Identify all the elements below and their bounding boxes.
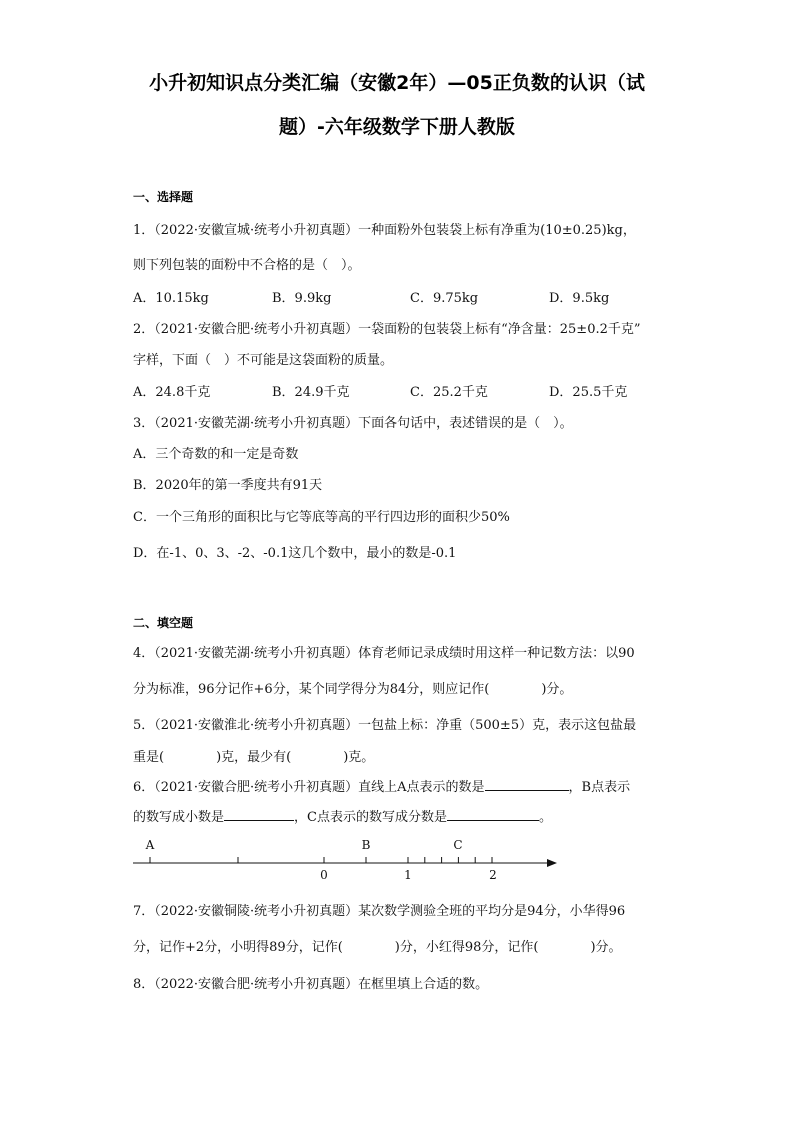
question-6-line-2 bbox=[133, 806, 552, 825]
title-line-1: 小升初知识点分类汇编（安徽2年）—05正负数的认识（试 bbox=[149, 72, 645, 94]
page-title-continued bbox=[100, 112, 694, 139]
title-line-2: 题）-六年级数学下册人教版 bbox=[279, 116, 515, 138]
number-line bbox=[125, 833, 565, 883]
question-2-line-2: 字样，下面（ ）不可能是这袋面粉的质量。 bbox=[133, 353, 394, 368]
tick-label-1: 1 bbox=[404, 868, 412, 882]
question-3-option-c[interactable]: C．一个三角形的面积比与它等底等高的平行四边形的面积少50% bbox=[133, 510, 510, 525]
answer-blank-b[interactable] bbox=[224, 808, 294, 821]
number-line-arrow-icon bbox=[547, 859, 557, 867]
question-2-option-c[interactable]: C．25.2千克 bbox=[410, 385, 488, 400]
point-label-a: A bbox=[145, 838, 155, 852]
question-2-option-b[interactable]: B．24.9千克 bbox=[272, 385, 350, 400]
number-line-ticks bbox=[150, 857, 492, 863]
question-1-option-d[interactable]: D．9.5kg bbox=[549, 291, 610, 306]
question-5-line-2: 重是( )克，最少有( )克。 bbox=[133, 750, 375, 765]
answer-blank-c[interactable] bbox=[447, 808, 539, 821]
question-2-option-a[interactable]: A．24.8千克 bbox=[133, 385, 211, 400]
question-3-option-a[interactable]: A．三个奇数的和一定是奇数 bbox=[133, 447, 299, 462]
question-1-comma: ， bbox=[622, 223, 636, 238]
page-title bbox=[100, 68, 694, 95]
question-4-line-1: 4．（2021·安徽芜湖·统考小升初真题）体育老师记录成绩时用这样一种记数方法：以90 bbox=[133, 646, 635, 661]
question-7-line-2: 分，记作+2分，小明得89分，记作( )分，小红得98分，记作( )分。 bbox=[133, 940, 622, 955]
question-8-line-1: 8．（2022·安徽合肥·统考小升初真题）在框里填上合适的数。 bbox=[133, 977, 489, 992]
question-1-text: 1．（2022·安徽宣城·统考小升初真题）一种面粉外包装袋上标有净重为 bbox=[133, 223, 541, 238]
question-1-option-b[interactable]: B．9.9kg bbox=[272, 291, 332, 306]
question-6-text-a: 6．（2021·安徽合肥·统考小升初真题）直线上A点表示的数是 bbox=[133, 780, 485, 795]
question-6-text-c: 的数写成小数是 bbox=[133, 810, 225, 825]
question-3-option-b[interactable]: B．2020年的第一季度共有91天 bbox=[133, 478, 323, 493]
section-heading-fill: 二、填空题 bbox=[133, 616, 194, 630]
point-label-c: C bbox=[453, 838, 463, 852]
question-1-option-c[interactable]: C．9.75kg bbox=[410, 291, 479, 306]
answer-blank-a[interactable] bbox=[485, 778, 569, 791]
question-3-option-d[interactable]: D．在-1、0、3、-2、-0.1这几个数中，最小的数是-0.1 bbox=[133, 546, 457, 561]
question-7-line-1: 7．（2022·安徽铜陵·统考小升初真题）某次数学测验全班的平均分是94分，小华得96 bbox=[133, 904, 626, 919]
question-3-line-1: 3．（2021·安徽芜湖·统考小升初真题）下面各句话中，表述错误的是（ ）。 bbox=[133, 416, 573, 431]
question-6-line-1 bbox=[133, 776, 630, 795]
question-6-text-d: ，C点表示的数写成分数是 bbox=[294, 810, 447, 825]
tick-label-2: 2 bbox=[489, 868, 497, 882]
question-1-formula: (10±0.25)kg bbox=[540, 223, 623, 238]
question-5-line-1: 5．（2021·安徽淮北·统考小升初真题）一包盐上标：净重（500±5）克，表示这包盐最 bbox=[133, 718, 637, 733]
question-1-line-1 bbox=[133, 219, 636, 238]
question-1-option-a[interactable]: A．10.15kg bbox=[133, 291, 209, 306]
section-heading-choice: 一、选择题 bbox=[133, 190, 194, 204]
question-1-line-2: 则下列包装的面粉中不合格的是（ ）。 bbox=[133, 258, 361, 273]
question-6-text-e: 。 bbox=[538, 810, 552, 825]
question-2-option-d[interactable]: D．25.5千克 bbox=[549, 385, 628, 400]
question-6-text-b: ，B点表示 bbox=[568, 780, 631, 795]
tick-label-0: 0 bbox=[320, 868, 328, 882]
point-label-b: B bbox=[361, 838, 371, 852]
question-4-line-2: 分为标准，96分记作+6分，某个同学得分为84分，则应记作( )分。 bbox=[133, 682, 573, 697]
question-2-line-1: 2．（2021·安徽合肥·统考小升初真题）一袋面粉的包装袋上标有“净含量：25±0.2千克” bbox=[133, 322, 641, 337]
